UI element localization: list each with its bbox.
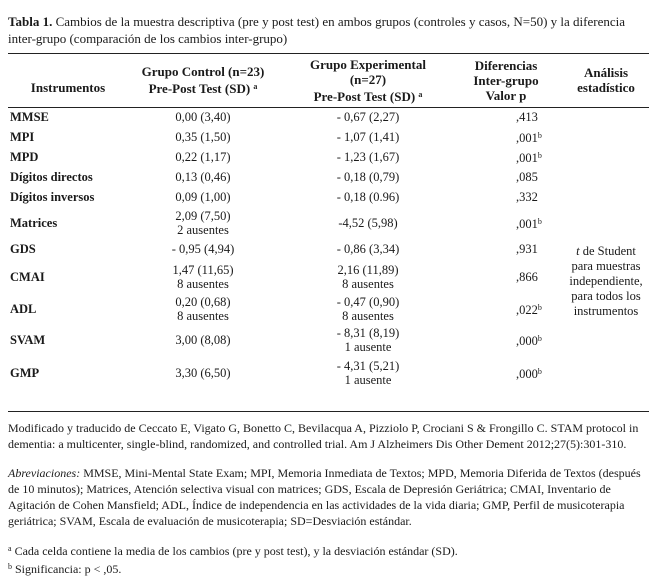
instrument-name: Dígitos directos bbox=[10, 169, 93, 184]
p-value: ,001$^b$ bbox=[516, 216, 542, 231]
p-value: ,000$^b$ bbox=[516, 333, 542, 348]
table-row bbox=[8, 238, 649, 260]
control-value: 0,00 (3,40) bbox=[175, 109, 231, 124]
significance-mark: b bbox=[537, 150, 542, 160]
experimental-value: - 0,86 (3,34) bbox=[336, 241, 400, 256]
footnote-a: $^a$ Cada celda contiene la media de los cambios (pre y post test), y la desviación estándar (SD). bbox=[8, 544, 458, 558]
instrument-name: Dígitos inversos bbox=[10, 190, 95, 205]
footnote-b: $^b$ Significancia: p < ,05. bbox=[8, 562, 122, 576]
p-value: ,001$^b$ bbox=[516, 130, 542, 145]
header-row bbox=[8, 53, 649, 107]
table-row bbox=[8, 167, 649, 187]
table-row bbox=[8, 294, 649, 324]
experimental-value: - 1,23 (1,67) bbox=[336, 149, 400, 164]
missing-count: 8 ausentes bbox=[177, 309, 229, 323]
abbreviations-label: Abreviaciones: bbox=[8, 466, 81, 480]
footnotes bbox=[8, 541, 649, 577]
instrument-name: MPI bbox=[10, 129, 35, 144]
experimental-value: - 0,18 (0,79) bbox=[336, 169, 400, 184]
p-value: ,413 bbox=[516, 109, 538, 124]
control-value: 2,09 (7,50) 2 ausentes bbox=[128, 208, 278, 238]
control-value: 0,20 (0,68) 8 ausentes bbox=[128, 294, 278, 324]
header-grupo-control: Grupo Control (n=23) Pre-Post Test (SD) $^a$ bbox=[141, 64, 265, 96]
table-row bbox=[8, 147, 649, 167]
instrument-name: GMP bbox=[10, 365, 40, 380]
control-value: 0,35 (1,50) bbox=[175, 129, 231, 144]
statistical-analysis: t de Student para muestras independiente, para todos los instrumentos bbox=[569, 243, 643, 318]
experimental-value: -4,52 (5,98) bbox=[338, 215, 398, 230]
table-row bbox=[8, 356, 649, 390]
header-instrumentos: Instrumentos bbox=[30, 79, 106, 95]
header-grupo-experimental: Grupo Experimental (n=27) Pre-Post Test (SD) $^a$ bbox=[310, 56, 426, 104]
significance-mark: b bbox=[537, 333, 542, 343]
missing-count: 1 ausente bbox=[344, 373, 392, 387]
experimental-value: - 0,67 (2,27) bbox=[336, 109, 400, 124]
instrument-name: Matrices bbox=[10, 215, 58, 230]
analysis-empty bbox=[554, 107, 649, 238]
table-row bbox=[8, 107, 649, 127]
instrument-name: MMSE bbox=[10, 109, 49, 124]
control-value: - 0,95 (4,94) bbox=[171, 241, 235, 256]
missing-count: 1 ausente bbox=[344, 340, 392, 354]
p-value: ,866 bbox=[516, 269, 538, 284]
table-row bbox=[8, 127, 649, 147]
missing-count: 8 ausentes bbox=[177, 277, 229, 291]
source-note: Modificado y traducido de Ceccato E, Vigato G, Bonetto C, Bevilacqua A, Pizziolo P, Crociani S & Frongillo C. STAM protocol in dementia: a multicenter, single-blind, randomized, and controlled trial. Am J Alzheimers Dis Other Dement 2012;27(5):301-310. bbox=[8, 421, 639, 451]
instrument-name: ADL bbox=[10, 301, 37, 316]
missing-count: 2 ausentes bbox=[177, 223, 229, 237]
experimental-value: 2,16 (11,89) 8 ausentes bbox=[278, 260, 458, 294]
table-row bbox=[8, 324, 649, 356]
missing-count: 8 ausentes bbox=[342, 277, 394, 291]
instrument-name: SVAM bbox=[10, 332, 46, 347]
table-row bbox=[8, 260, 649, 294]
instrument-name: GDS bbox=[10, 241, 36, 256]
experimental-value: - 8,31 (8,19) 1 ausente bbox=[278, 324, 458, 356]
experimental-value: - 1,07 (1,41) bbox=[336, 129, 400, 144]
missing-count: 8 ausentes bbox=[342, 309, 394, 323]
caption-line-2: inter-grupo (comparación de los cambios inter-grupo) bbox=[8, 31, 288, 46]
instrument-name: MPD bbox=[10, 149, 39, 164]
caption-text: Cambios de la muestra descriptiva (pre y post test) en ambos grupos (controles y casos, N=50) y la diferencia bbox=[52, 14, 626, 29]
experimental-value: - 0,47 (0,90) 8 ausentes bbox=[278, 294, 458, 324]
p-value: ,085 bbox=[516, 169, 538, 184]
analysis-empty bbox=[554, 324, 649, 390]
caption-tag: Tabla 1. bbox=[8, 14, 53, 29]
significance-mark: b bbox=[537, 216, 542, 226]
header-diferencias: Diferencias Inter-grupo Valor p bbox=[473, 57, 539, 103]
p-value: ,332 bbox=[516, 190, 538, 205]
control-value: 0,09 (1,00) bbox=[175, 190, 231, 205]
experimental-value: - 4,31 (5,21) 1 ausente bbox=[278, 356, 458, 390]
p-value: ,931 bbox=[516, 241, 538, 256]
caption-line-1 bbox=[8, 13, 649, 30]
p-value: ,000$^b$ bbox=[516, 366, 542, 381]
table-row bbox=[8, 208, 649, 238]
table-caption bbox=[8, 13, 649, 47]
experimental-value: - 0,18 (0.96) bbox=[336, 190, 400, 205]
control-value: 3,00 (8,08) bbox=[175, 332, 231, 347]
control-value: 3,30 (6,50) bbox=[175, 365, 231, 380]
significance-mark: b bbox=[537, 302, 542, 312]
results-table bbox=[8, 53, 649, 390]
significance-mark: b bbox=[537, 130, 542, 140]
control-value: 0,13 (0,46) bbox=[175, 169, 231, 184]
significance-mark: b bbox=[537, 366, 542, 376]
instrument-name: CMAI bbox=[10, 269, 45, 284]
control-value: 1,47 (11,65) 8 ausentes bbox=[128, 260, 278, 294]
p-value: ,001$^b$ bbox=[516, 150, 542, 165]
control-value: 0,22 (1,17) bbox=[175, 149, 231, 164]
table-bottom-rule bbox=[8, 411, 649, 412]
header-analisis: Análisis estadístico bbox=[577, 65, 635, 95]
p-value: ,022$^b$ bbox=[516, 302, 542, 317]
table-row bbox=[8, 187, 649, 208]
abbreviations-note: Abreviaciones: MMSE, Mini-Mental State Exam; MPI, Memoria Inmediata de Textos; MPD, Memoria Diferida de Textos (después de 10 minutos); Matrices, Atención selectiva visual con matrices; GDS, Escala de Depresión Geriátrica; CMAI, Inventario de Agitación de Cohen Mansfield; ADL, Índice de independencia en las actividades de la vida diaria; GMP, Perfil de musicoterapia geriátrica; SVAM, Escala de evaluación de musicoterapia; SD=Desviación estándar. bbox=[8, 466, 641, 528]
